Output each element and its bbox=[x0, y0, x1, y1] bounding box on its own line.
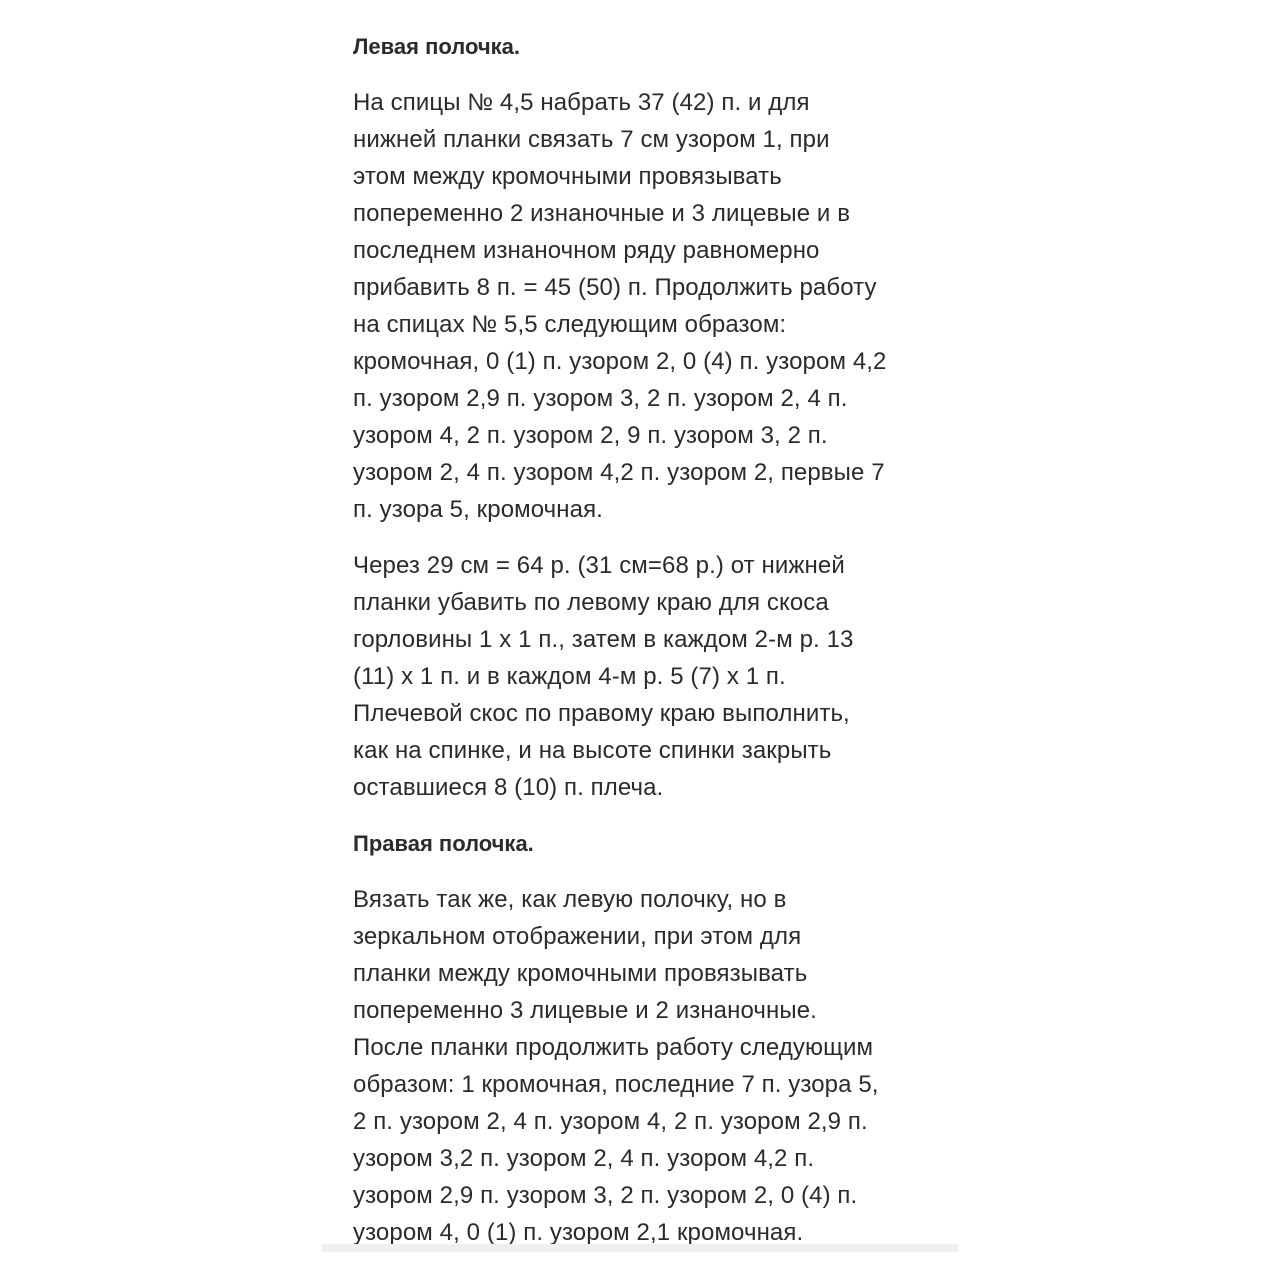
text-line: Вязать так же, как левую полочку, но в bbox=[353, 886, 787, 913]
text-line: узором 4, 2 п. узором 2, 9 п. узором 3, 2 п. bbox=[353, 422, 828, 449]
text-line: как на спинке, и на высоте спинки закрыть bbox=[353, 737, 832, 764]
paragraph-left-front-1 bbox=[353, 84, 953, 528]
text-line: последнем изнаночном ряду равномерно bbox=[353, 237, 820, 264]
text-line: горловины 1 х 1 п., затем в каждом 2-м р. 13 bbox=[353, 626, 854, 653]
text-line: Через 29 см = 64 р. (31 см=68 р.) от нижней bbox=[353, 552, 845, 579]
text-line: узором 4, 0 (1) п. узором 2,1 кромочная. bbox=[353, 1219, 804, 1244]
text-line: После планки продолжить работу следующим bbox=[353, 1034, 874, 1061]
text-line: На спицы № 4,5 набрать 37 (42) п. и для bbox=[353, 89, 810, 116]
text-line: планки между кромочными провязывать bbox=[353, 960, 808, 987]
text-line: узором 2,9 п. узором 3, 2 п. узором 2, 0 (4) п. bbox=[353, 1182, 858, 1209]
text-line: п. узором 2,9 п. узором 3, 2 п. узором 2, 4 п. bbox=[353, 385, 848, 412]
text-line: образом: 1 кромочная, последние 7 п. узора 5, bbox=[353, 1071, 879, 1098]
text-line: 2 п. узором 2, 4 п. узором 4, 2 п. узором 2,9 п. bbox=[353, 1108, 868, 1135]
text-line: п. узора 5, кромочная. bbox=[353, 496, 603, 523]
text-line: на спицах № 5,5 следующим образом: bbox=[353, 311, 787, 338]
text-line: узором 2, 4 п. узором 4,2 п. узором 2, первые 7 bbox=[353, 459, 885, 486]
text-line: нижней планки связать 7 см узором 1, при bbox=[353, 126, 830, 153]
text-line: попеременно 3 лицевые и 2 изнаночные. bbox=[353, 997, 817, 1024]
text-line: узором 3,2 п. узором 2, 4 п. узором 4,2 п. bbox=[353, 1145, 815, 1172]
text-line: попеременно 2 изнаночные и 3 лицевые и в bbox=[353, 200, 851, 227]
text-line: этом между кромочными провязывать bbox=[353, 163, 782, 190]
section-heading-left-front: Левая полочка. bbox=[353, 34, 520, 59]
text-line: зеркальном отображении, при этом для bbox=[353, 923, 802, 950]
text-line: Плечевой скос по правому краю выполнить, bbox=[353, 700, 850, 727]
text-line: прибавить 8 п. = 45 (50) п. Продолжить работу bbox=[353, 274, 877, 301]
section-heading-right-front: Правая полочка. bbox=[353, 831, 534, 856]
text-line: оставшиеся 8 (10) п. плеча. bbox=[353, 774, 664, 801]
text-line: кромочная, 0 (1) п. узором 2, 0 (4) п. узором 4,2 bbox=[353, 348, 887, 375]
text-line: планки убавить по левому краю для скоса bbox=[353, 589, 829, 616]
document-page bbox=[322, 0, 958, 1244]
document-content bbox=[353, 28, 953, 1244]
paragraph-right-front-1 bbox=[353, 881, 953, 1244]
text-line: (11) х 1 п. и в каждом 4-м р. 5 (7) х 1 п. bbox=[353, 663, 786, 690]
bottom-edge-bar bbox=[322, 1244, 958, 1252]
paragraph-left-front-2 bbox=[353, 547, 953, 806]
